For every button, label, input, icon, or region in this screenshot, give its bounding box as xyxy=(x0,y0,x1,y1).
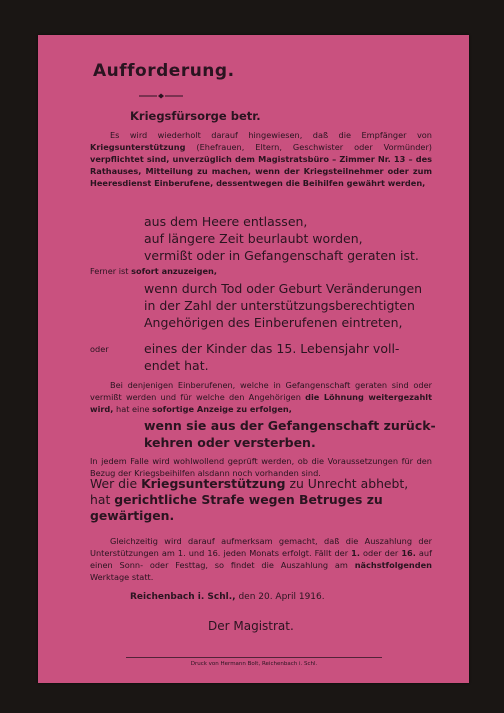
intro-bold-2: verpflichtet sind, unverzüglich dem Magistratsbüro – Zimmer Nr. 13 – des Rathauses, Mitteilung zu machen, wenn der Kriegsteilnehmer oder zum Heeresdienst Einberufene, dessentwegen die Beihilfen gewährt werden, xyxy=(90,154,432,188)
title-ornament-rule xyxy=(139,92,183,100)
return-line-2: kehren oder versterben. xyxy=(144,435,316,450)
check-paragraph: In jedem Falle wird wohlwollend geprüft werden, ob die Voraussetzungen für den Bezug der Kriegsbeihilfen alsdann noch vorhanden sind. xyxy=(90,456,432,478)
issue-date: den 20. April 1916. xyxy=(238,592,325,602)
payment-text-3: auf einen Sonn- oder Festtag, so findet die Auszahlung am xyxy=(90,548,432,570)
payment-bold-2: 16. xyxy=(401,548,416,558)
notice-title: Aufforderung. xyxy=(93,61,235,81)
penalty-paragraph xyxy=(90,476,432,524)
payment-bold-1: 1. xyxy=(351,548,360,558)
case-b-line-3: Angehörigen des Einberufenen eintreten, xyxy=(144,315,403,330)
ferner-prefix: Ferner ist xyxy=(90,266,129,276)
case-a-line-2: auf längere Zeit beurlaubt worden, xyxy=(144,231,363,246)
missing-paragraph xyxy=(90,379,432,415)
missing-text-1: Bei denjenigen Einberufenen, welche in Gefangenschaft geraten sind oder vermißt werden und für welche den Angehörigen xyxy=(90,380,432,402)
payment-text-4: Werktage statt. xyxy=(90,572,154,582)
payment-text-1: Gleichzeitig wird darauf aufmerksam gemacht, daß die Auszahlung der Unterstützungen am 1. und 16. jeden Monats erfolgt. Fällt der xyxy=(90,536,432,558)
case-b-line-1: wenn durch Tod oder Geburt Veränderungen xyxy=(144,281,423,296)
ferner-bold: sofort anzuzeigen, xyxy=(131,266,217,276)
oder-label: oder xyxy=(90,344,109,354)
intro-text-1: Es wird wiederholt darauf hingewiesen, daß die Empfänger von xyxy=(110,130,432,140)
intro-text-2: (Ehefrauen, Eltern, Geschwister oder Vormünder) xyxy=(196,142,432,152)
penalty-bold-1: Kriegsunterstützung xyxy=(141,476,286,491)
footer-divider xyxy=(126,657,382,658)
payment-bold-3: nächstfolgenden xyxy=(354,560,432,570)
case-b-line-2: in der Zahl der unterstützungsberechtigten xyxy=(144,298,415,313)
payment-text-2: oder der xyxy=(363,548,399,558)
payment-paragraph xyxy=(90,535,432,583)
case-c-line-1: eines der Kinder das 15. Lebensjahr voll- xyxy=(144,341,400,356)
poster-sheet xyxy=(38,35,469,683)
intro-bold-1: Kriegsunterstützung xyxy=(90,142,186,152)
missing-text-2: hat eine xyxy=(116,404,150,414)
case-a-line-1: aus dem Heere entlassen, xyxy=(144,214,308,229)
place-name: Reichenbach i. Schl., xyxy=(130,592,236,602)
printer-imprint: Druck von Hermann Bolt, Reichenbach i. Schl. xyxy=(190,661,318,667)
issuing-authority: Der Magistrat. xyxy=(208,619,294,633)
intro-paragraph xyxy=(90,129,432,189)
subject-heading: Kriegsfürsorge betr. xyxy=(130,109,261,123)
penalty-text-2: zu Unrecht abhebt, hat xyxy=(90,476,409,507)
missing-bold-1: die Löhnung weitergezahlt wird, xyxy=(90,392,433,414)
penalty-text-1: Wer die xyxy=(90,476,138,491)
place-date-line xyxy=(130,592,325,602)
ferner-line xyxy=(90,266,217,276)
return-line-1: wenn sie aus der Gefangenschaft zurück- xyxy=(144,418,436,433)
case-a-line-3: vermißt oder in Gefangenschaft geraten ist. xyxy=(144,248,419,263)
case-c-line-2: endet hat. xyxy=(144,358,209,373)
penalty-bold-2: gerichtliche Strafe wegen Betruges zu gewärtigen. xyxy=(90,492,383,523)
missing-bold-2: sofortige Anzeige zu erfolgen, xyxy=(152,404,292,414)
